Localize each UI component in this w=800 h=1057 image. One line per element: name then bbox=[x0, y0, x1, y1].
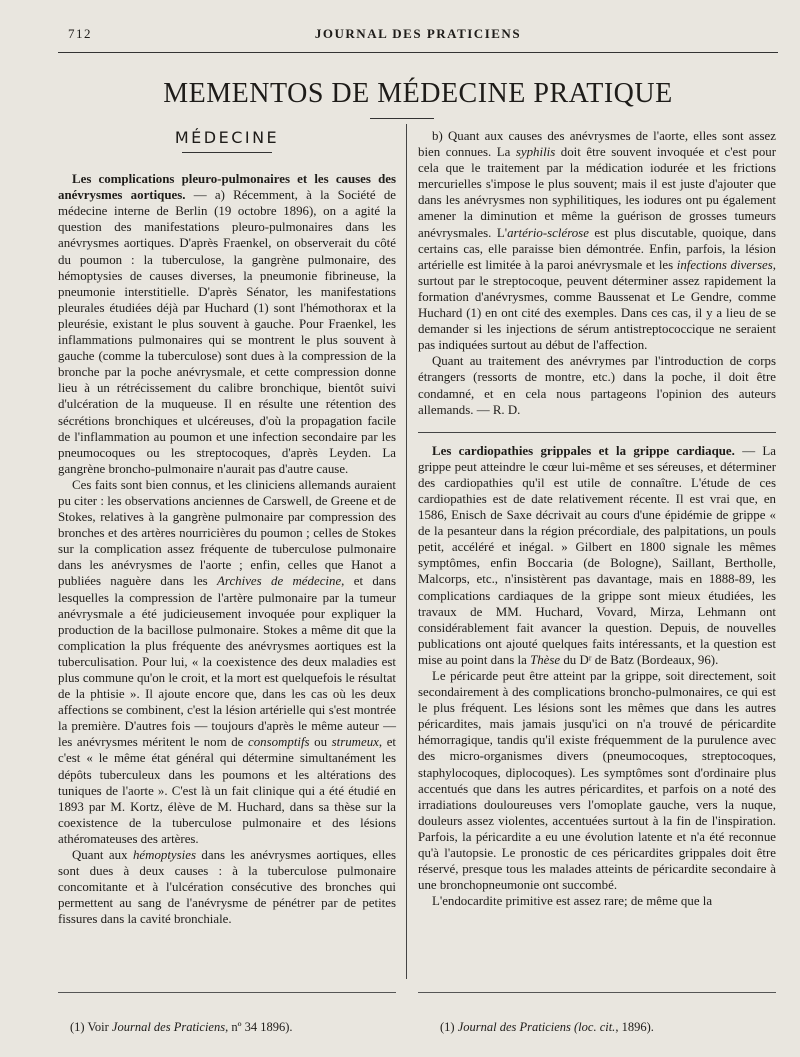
running-header bbox=[58, 26, 778, 48]
paragraph: Les complications pleuro-pulmonaires et les causes des anévrysmes aortiques. — a) Récemment, à la Société de médecine interne de Berlin (19 octobre 1896), on a agité la question des manifestations pleuro-pulmonaires dans les anévrysmes aortiques. D'après Fraenkel, on observerait du côté du poumon : la tuberculose, la gangrène pulmonaire, des hémoptysies de causes diverses, la pneumonie fibrineuse, la pneumonie interstitielle. D'après Sénator, les manifestations pleurales étudiées déjà par Huchard (1) sont l'hémothorax et la pleurésie, existant le plus souvent à gauche. Pour Fraenkel, les inflammations pulmonaires qui se montrent le plus souvent à gauche (comme la tuberculose) sont dues à la compression de la bronche par la poche anévrysmale, et cette compression donne lieu à un rétrécissement du calibre bronchique, bientôt suivi d'ulcération de la muqueuse. Il en résulte une rétention des sécrétions bronchiques et ulcéreuses, d'où la propagation facile de l'inflammation au poumon et une infection secondaire par les pneumocoques ou les streptocoques, d'après Leyden. La gangrène broncho-pulmonaire n'aurait pas d'autre cause. bbox=[58, 172, 396, 476]
section-rule bbox=[182, 152, 272, 153]
article-title: Les cardiopathies grippales et la grippe cardiaque. bbox=[432, 443, 735, 458]
paragraph: b) Quant aux causes des anévrysmes de l'aorte, elles sont assez bien connues. La syphilis doit être souvent invoquée et c'est pour cela que le traitement par la médication iodurée et les frictions mercurielles s'impose le plus souvent; mais il est juste d'ajouter que dans les anévrysmes non syphilitiques, les iodures ont pu également amener la diminution et même la guérison de grosses tumeurs anévrysmales. L'artério-sclérose est plus discutable, quoique, dans certains cas, elle paraisse bien démontrée. Enfin, parfois, la lésion artérielle est limitée à la paroi anévrysmale et les infections diverses, surtout par le streptocoque, peuvent déterminer assez rapidement la formation d'anévrysmes, comme Baussenat et Le Gendre, comme Huchard (1) en ont cité des exemples. Dans ces cas, il y a lieu de se demander si les injections de sérum antistreptococcique ne seraient pas indiquées surtout au début de l'affection. bbox=[418, 129, 777, 353]
paragraph: Ces faits sont bien connus, et les cliniciens allemands auraient pu citer : les observations anciennes de Carswell, de Greene et de Stokes, relatives à la gangrène pulmonaire par compression des bronches et des artères nourricières du poumon ; celles de Stokes sur la complication assez fréquente de tuberculose pulmonaire dans les anévrysmes de l'aorte ; enfin, celles que Hanot a publiées naguère dans les Archives de médecine, et dans lesquelles la compression de l'artère pulmonaire par la tumeur anévrysmale a été judicieusement invoquée pour expliquer la production de la bacillose pulmonaire. Stokes a même dit que la complication la plus fréquente des anévrysmes aortiques est la tuberculisation. Pour lui, « la coexistence des deux maladies est plus commune qu'on le croit, et la mort est quelquefois le résultat de la phtisie ». Il ajoute encore que, dans les cas où les deux affections se combinent, c'est la lésion artérielle qui s'est montrée la première. D'autres fois — toujours d'après le même auteur — les anévrysmes méritent le nom de consomptifs ou strumeux, et c'est « le même état général qui détermine simultanément les dépôts tuberculeux dans les poumons et les altérations des tuniques de l'aorte ». C'est là un fait clinique qui a été étudié en 1893 par M. Kortz, élève de M. Huchard, dans sa thèse sur la coexistence de la tuberculose pulmonaire et des lésions athéromateuses des artères. bbox=[58, 477, 396, 846]
article-separator bbox=[418, 432, 776, 433]
title-rule bbox=[370, 118, 434, 119]
column-divider bbox=[406, 124, 407, 979]
main-title: MEMENTOS DE MÉDECINE PRATIQUE bbox=[163, 78, 673, 109]
page-number: 712 bbox=[68, 26, 92, 41]
section-heading: MÉDECINE bbox=[174, 128, 280, 147]
footnote-left: (1) Voir Journal des Praticiens, nº 34 1896). bbox=[70, 1020, 293, 1034]
paragraph: Quant au traitement des anévrymes par l'introduction de corps étrangers (ressorts de montre, etc.) dans la poche, il doit être condamné, et en cela nous partageons l'opinion des auteurs allemands. — R. D. bbox=[418, 354, 776, 417]
journal-title: JOURNAL DES PRATICIENS bbox=[314, 26, 522, 41]
footnote-rule-left bbox=[58, 992, 396, 993]
footnote-rule-right bbox=[418, 992, 776, 993]
paragraph: Les cardiopathies grippales et la grippe cardiaque. — La grippe peut atteindre le cœur lui-même et ses séreuses, et déterminer des cardiopathies qu'il est utile de connaître. L'étude de ces cardiopathies est de date relativement récente. Il est vrai que, en 1586, Enisch de Saxe décrivait au cours d'une épidémie de grippe « de la pesanteur dans la région précordiale, des palpitations, un pouls petit, accéléré et inégal. » Gilbert en 1800 signale les mêmes symptômes, enfin Boccaria (de Bologne), Saillant, Bertholle, Malcorps, etc., n'insistèrent pas davantage, mais en 1888-89, les complications cardiaques de la grippe sont mieux étudiées, les travaux de MM. Huchard, Vovard, Mirza, Lehmann ont considérablement fait avancer la question. Depuis, de nouvelles publications ont ajouté quelques faits intéressants, et la question est mise au point dans la Thèse du Dʳ de Batz (Bordeaux, 96). bbox=[418, 443, 777, 667]
left-column bbox=[58, 128, 396, 928]
paragraph: L'endocardite primitive est assez rare; de même que la bbox=[432, 894, 713, 909]
article-title: Les complications pleuro-pulmonaires et les causes des anévrysmes aortiques. bbox=[58, 172, 396, 203]
header-rule bbox=[58, 52, 778, 53]
right-column bbox=[418, 128, 776, 909]
footnote-right: (1) Journal des Praticiens (loc. cit., 1896). bbox=[440, 1020, 654, 1034]
paragraph: Quant aux hémoptysies dans les anévrysmes aortiques, elles sont dues à deux causes : à la tuberculose pulmonaire concomitante et à l'ulcération consécutive des bronches qui permettent au sang de l'anévrysme de pénétrer par de petites fissures dans la cavité bronchiale. bbox=[58, 848, 396, 927]
paragraph: Le péricarde peut être atteint par la grippe, soit directement, soit secondairement à des complications broncho-pulmonaires, ce qui est le plus fréquent. Les lésions sont les mêmes que dans les autres péricardites, mais jamais jusqu'ici on n'a trouvé de péricardite hémorragique, tandis qu'il existe fréquemment de la purulence avec des micro-organismes divers (pneumocoques, streptocoques, staphylocoques, diplocoques). Les symptômes sont d'ordinaire plus accentués que dans les autres péricardites, et parfois on a noté des irradiations douloureuses vers l'omoplate gauche, vers la nuque, douleurs assez violentes, accentuées surtout à la fin de l'inspiration. Parfois, la péricardite a eu une évolution latente et n'a été reconnue qu'à l'autopsie. Le pronostic de ces péricardites grippales doit être réservé, presque tous les malades atteints de péricardite secondaire à une bronchopneumonie ont succombé. bbox=[418, 669, 776, 893]
